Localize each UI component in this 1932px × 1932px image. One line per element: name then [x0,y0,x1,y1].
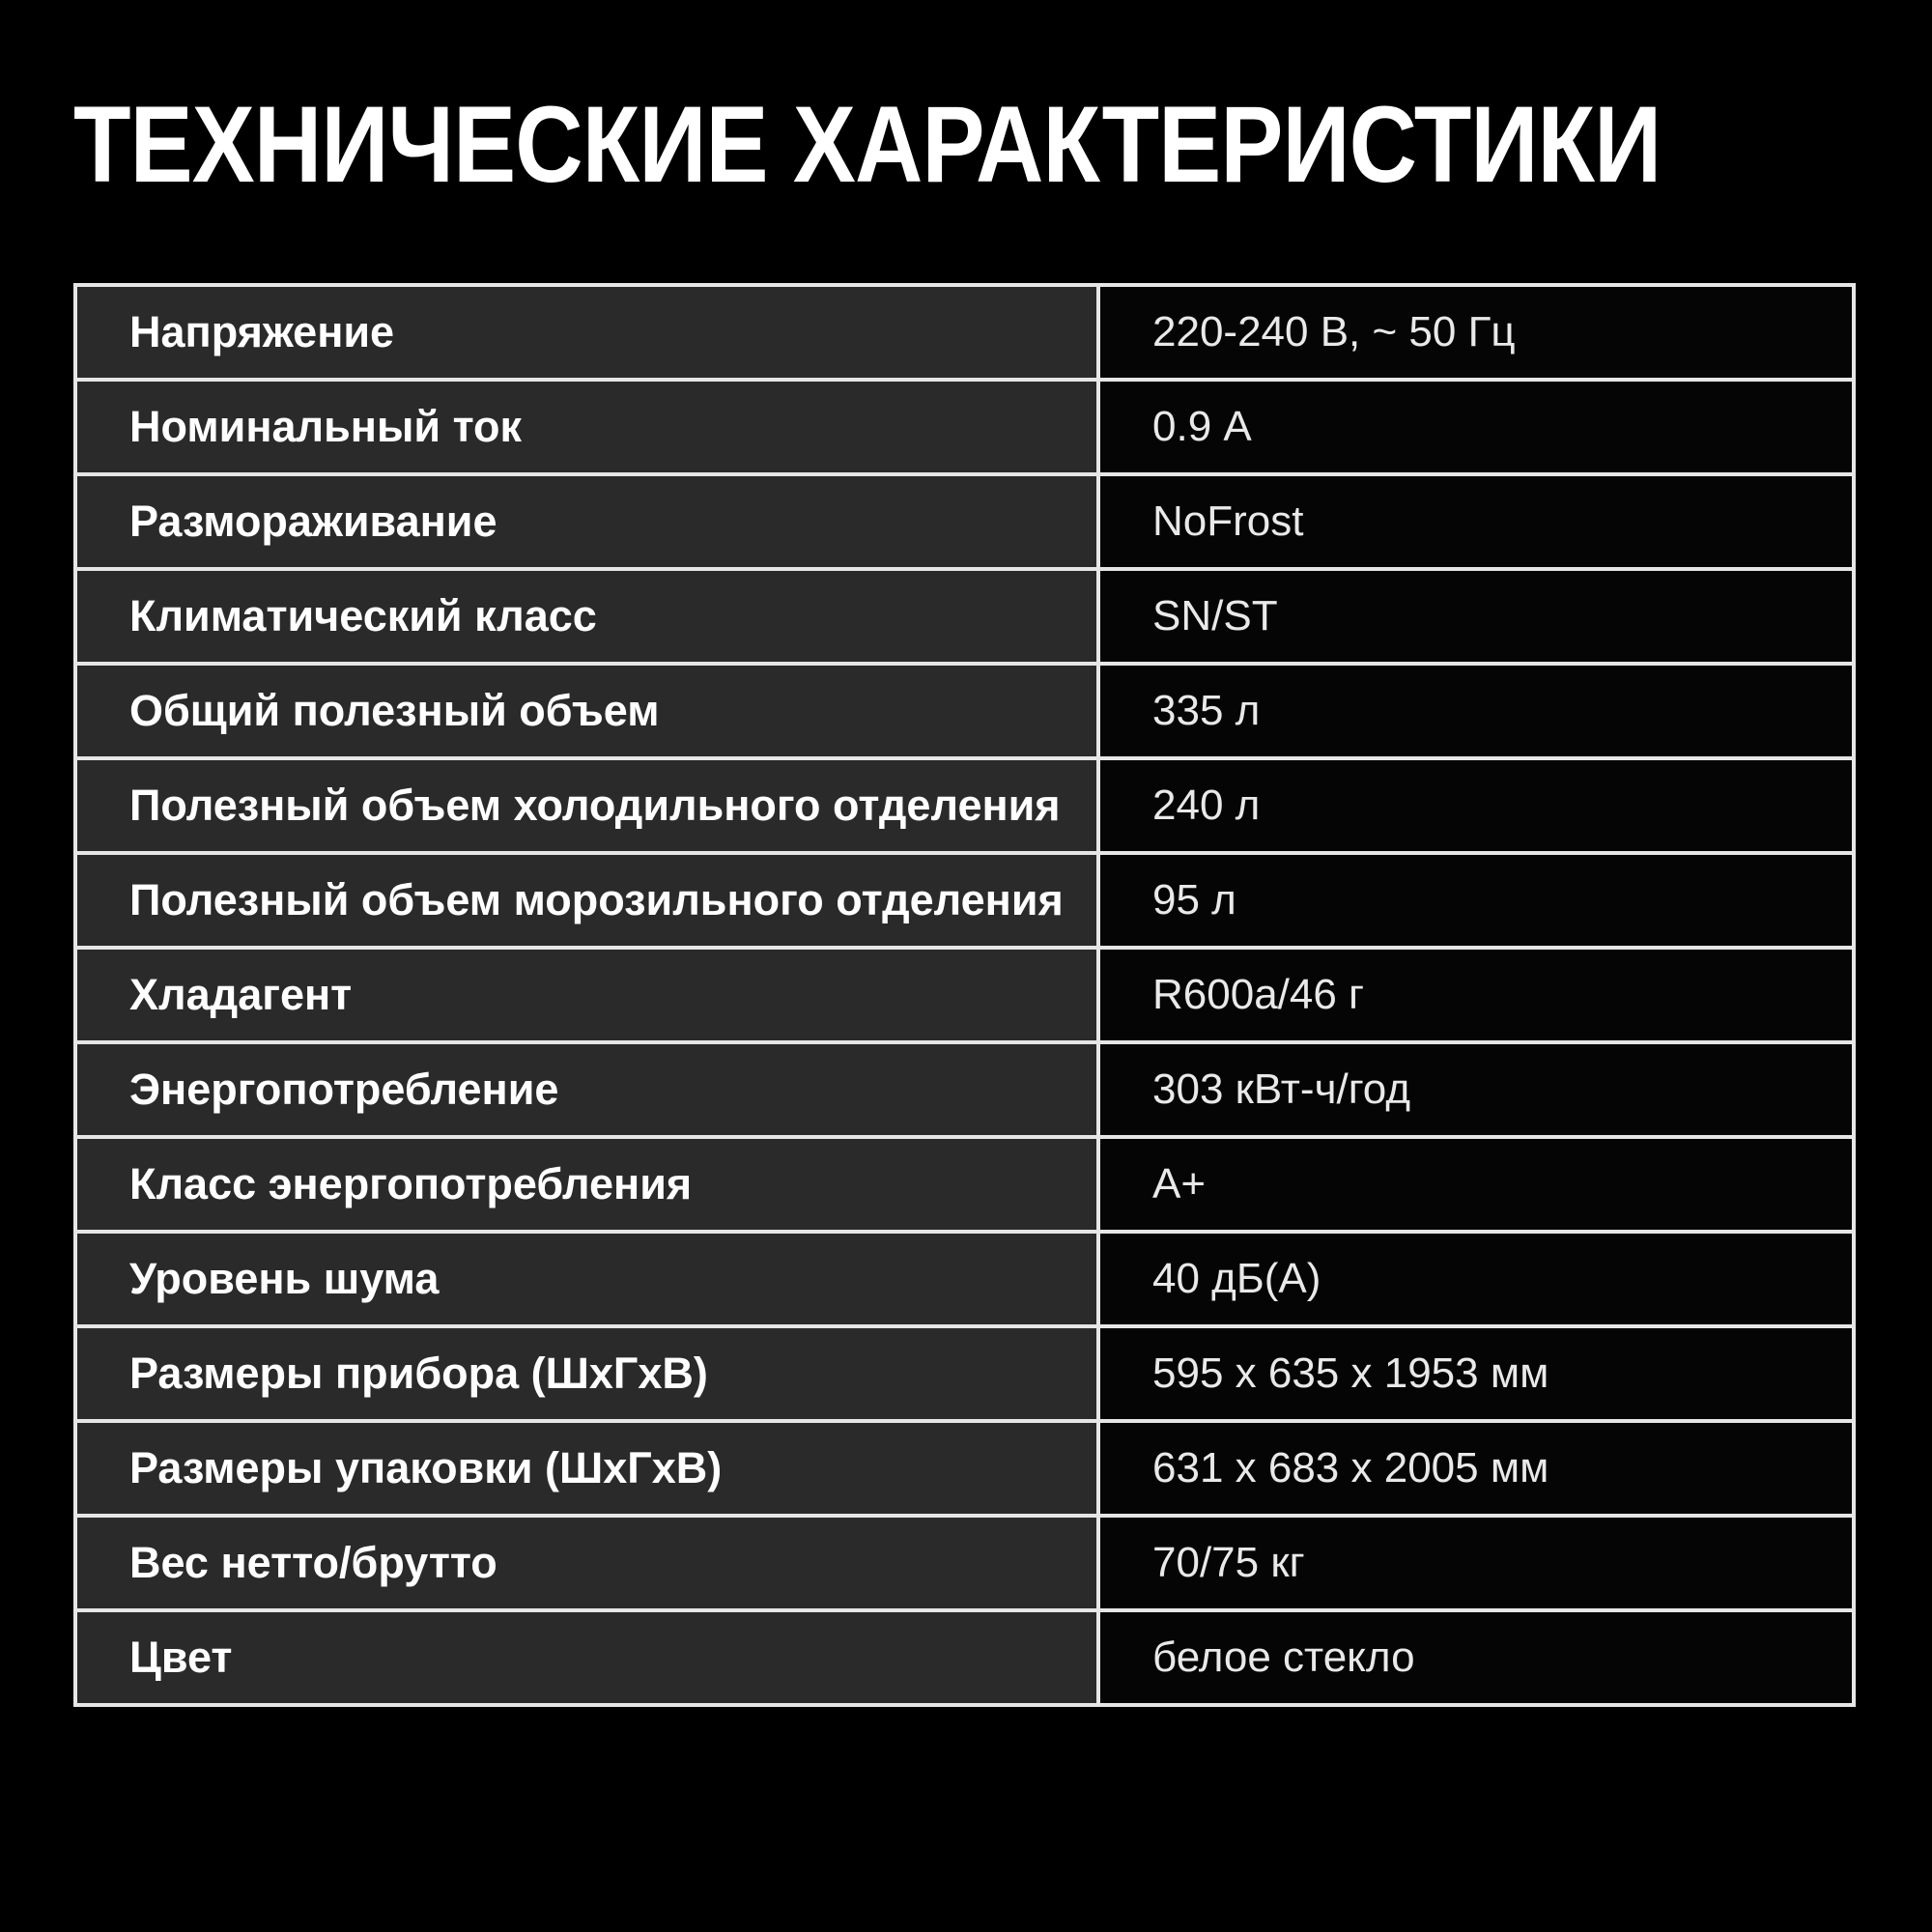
table-row [75,1421,1854,1516]
spec-value: 631 х 683 х 2005 мм [1098,1421,1854,1516]
table-row [75,758,1854,853]
table-row [75,948,1854,1042]
spec-value: SN/ST [1098,569,1854,664]
spec-label: Уровень шума [75,1232,1098,1326]
spec-value: 220-240 В, ~ 50 Гц [1098,285,1854,380]
spec-value: белое стекло [1098,1610,1854,1705]
table-row [75,569,1854,664]
spec-value: 95 л [1098,853,1854,948]
table-row [75,1516,1854,1610]
table-row [75,1610,1854,1705]
table-row [75,1232,1854,1326]
spec-label: Общий полезный объем [75,664,1098,758]
table-row [75,1137,1854,1232]
spec-value: R600a/46 г [1098,948,1854,1042]
spec-label: Полезный объем холодильного отделения [75,758,1098,853]
spec-label: Напряжение [75,285,1098,380]
spec-label: Размеры упаковки (ШхГхВ) [75,1421,1098,1516]
spec-label: Цвет [75,1610,1098,1705]
specs-table [73,283,1856,1707]
spec-label: Энергопотребление [75,1042,1098,1137]
spec-label: Номинальный ток [75,380,1098,474]
table-row [75,1326,1854,1421]
table-row [75,380,1854,474]
table-row [75,474,1854,569]
spec-value: 40 дБ(А) [1098,1232,1854,1326]
table-row [75,285,1854,380]
spec-value: 595 х 635 х 1953 мм [1098,1326,1854,1421]
table-row [75,853,1854,948]
spec-label: Размораживание [75,474,1098,569]
spec-value: 303 кВт-ч/год [1098,1042,1854,1137]
spec-value: 240 л [1098,758,1854,853]
spec-value: 70/75 кг [1098,1516,1854,1610]
spec-value: 0.9 А [1098,380,1854,474]
table-row [75,1042,1854,1137]
spec-label: Хладагент [75,948,1098,1042]
spec-label: Полезный объем морозильного отделения [75,853,1098,948]
spec-label: Вес нетто/брутто [75,1516,1098,1610]
spec-value: 335 л [1098,664,1854,758]
spec-value: NoFrost [1098,474,1854,569]
spec-label: Размеры прибора (ШхГхВ) [75,1326,1098,1421]
table-row [75,664,1854,758]
page-title: ТЕХНИЧЕСКИЕ ХАРАКТЕРИСТИКИ [73,84,1662,205]
spec-label: Класс энергопотребления [75,1137,1098,1232]
spec-label: Климатический класс [75,569,1098,664]
spec-value: А+ [1098,1137,1854,1232]
